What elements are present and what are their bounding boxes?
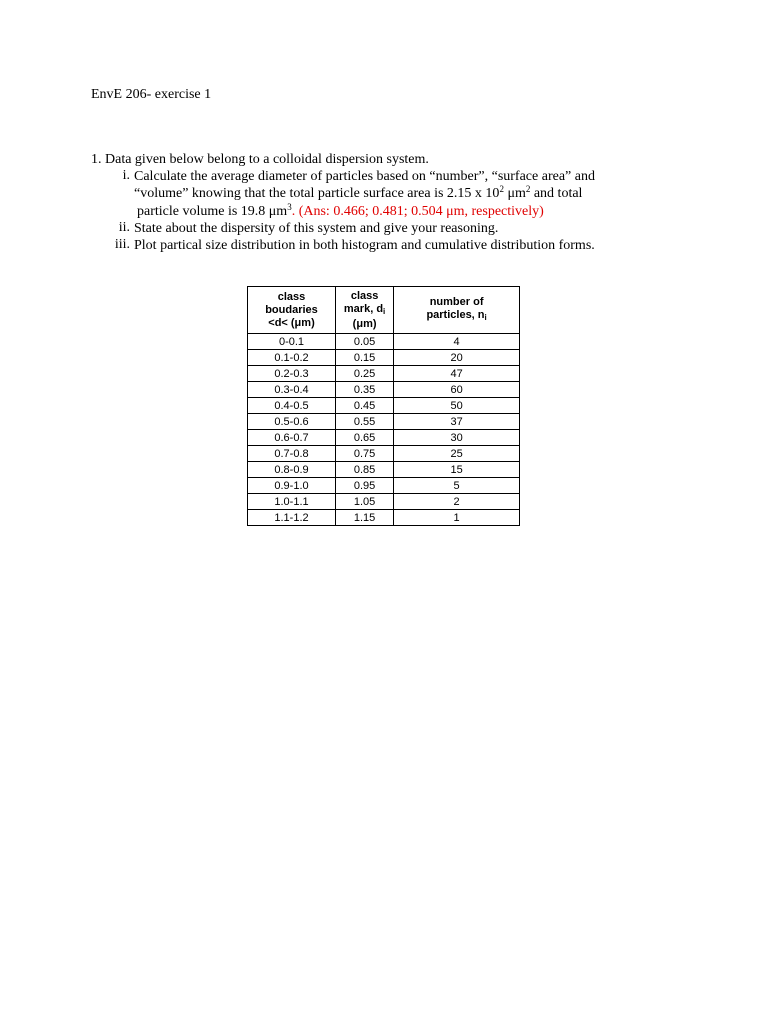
header-number-of-particles: number of particles, ni — [394, 287, 520, 334]
answer-text: (Ans: 0.466; 0.481; 0.504 μm, respectively) — [298, 204, 544, 219]
cell-class-mark: 1.05 — [336, 494, 394, 510]
table-row — [248, 446, 520, 462]
cell-class-boundaries: 0.5-0.6 — [248, 414, 336, 430]
cell-class-mark: 0.55 — [336, 414, 394, 430]
table-row — [248, 414, 520, 430]
cell-class-mark: 0.45 — [336, 398, 394, 414]
cell-class-mark: 0.65 — [336, 430, 394, 446]
cell-class-boundaries: 0.2-0.3 — [248, 366, 336, 382]
cell-number-of-particles: 15 — [394, 462, 520, 478]
item-numeral-iii: iii. — [114, 237, 130, 252]
cell-class-boundaries: 1.1-1.2 — [248, 510, 336, 526]
table-row — [248, 366, 520, 382]
cell-number-of-particles: 25 — [394, 446, 520, 462]
item-iii-text: Plot partical size distribution in both histogram and cumulative distribution forms. — [134, 238, 595, 253]
cell-class-boundaries: 0.8-0.9 — [248, 462, 336, 478]
item-numeral-i: i. — [122, 168, 130, 183]
table-row — [248, 398, 520, 414]
question-intro: 1. Data given below belong to a colloidal dispersion system. — [91, 152, 429, 167]
table-row — [248, 430, 520, 446]
cell-class-mark: 0.05 — [336, 334, 394, 350]
cell-class-boundaries: 0.6-0.7 — [248, 430, 336, 446]
table-row — [248, 382, 520, 398]
item-i-line1: Calculate the average diameter of particles based on “number”, “surface area” and — [134, 169, 595, 184]
cell-class-mark: 0.35 — [336, 382, 394, 398]
table-row — [248, 478, 520, 494]
cell-class-mark: 0.25 — [336, 366, 394, 382]
table-row — [248, 510, 520, 526]
cell-class-mark: 0.75 — [336, 446, 394, 462]
cell-class-mark: 0.85 — [336, 462, 394, 478]
cell-class-boundaries: 1.0-1.1 — [248, 494, 336, 510]
item-ii-text: State about the dispersity of this system and give your reasoning. — [134, 221, 499, 236]
cell-number-of-particles: 60 — [394, 382, 520, 398]
cell-number-of-particles: 37 — [394, 414, 520, 430]
cell-class-boundaries: 0-0.1 — [248, 334, 336, 350]
item-i-line3: particle volume is 19.8 $\mu m^3$. (Ans: 0.466; 0.481; 0.504 μm, respectively) — [137, 202, 544, 219]
table-row — [248, 334, 520, 350]
item-numeral-ii: ii. — [118, 220, 130, 235]
cell-number-of-particles: 20 — [394, 350, 520, 366]
cell-number-of-particles: 50 — [394, 398, 520, 414]
cell-number-of-particles: 30 — [394, 430, 520, 446]
item-i-line2: “volume” knowing that the total particle surface area is 2.15 x $10^2$ $\mu m^2$ and total — [134, 184, 583, 201]
cell-class-boundaries: 0.1-0.2 — [248, 350, 336, 366]
table-row — [248, 350, 520, 366]
cell-class-mark: 0.15 — [336, 350, 394, 366]
header-class-boundaries: class boudaries <d< (μm) — [248, 287, 336, 334]
table-row — [248, 494, 520, 510]
cell-class-mark: 0.95 — [336, 478, 394, 494]
cell-class-boundaries: 0.3-0.4 — [248, 382, 336, 398]
cell-number-of-particles: 1 — [394, 510, 520, 526]
cell-number-of-particles: 4 — [394, 334, 520, 350]
cell-class-boundaries: 0.4-0.5 — [248, 398, 336, 414]
cell-number-of-particles: 5 — [394, 478, 520, 494]
page-title: EnvE 206- exercise 1 — [91, 87, 212, 102]
cell-number-of-particles: 47 — [394, 366, 520, 382]
cell-class-boundaries: 0.9-1.0 — [248, 478, 336, 494]
particle-data-table — [247, 286, 520, 526]
cell-number-of-particles: 2 — [394, 494, 520, 510]
table-header-row — [248, 287, 520, 334]
header-class-mark: class mark, di (μm) — [336, 287, 394, 334]
cell-class-boundaries: 0.7-0.8 — [248, 446, 336, 462]
cell-class-mark: 1.15 — [336, 510, 394, 526]
table-row — [248, 462, 520, 478]
